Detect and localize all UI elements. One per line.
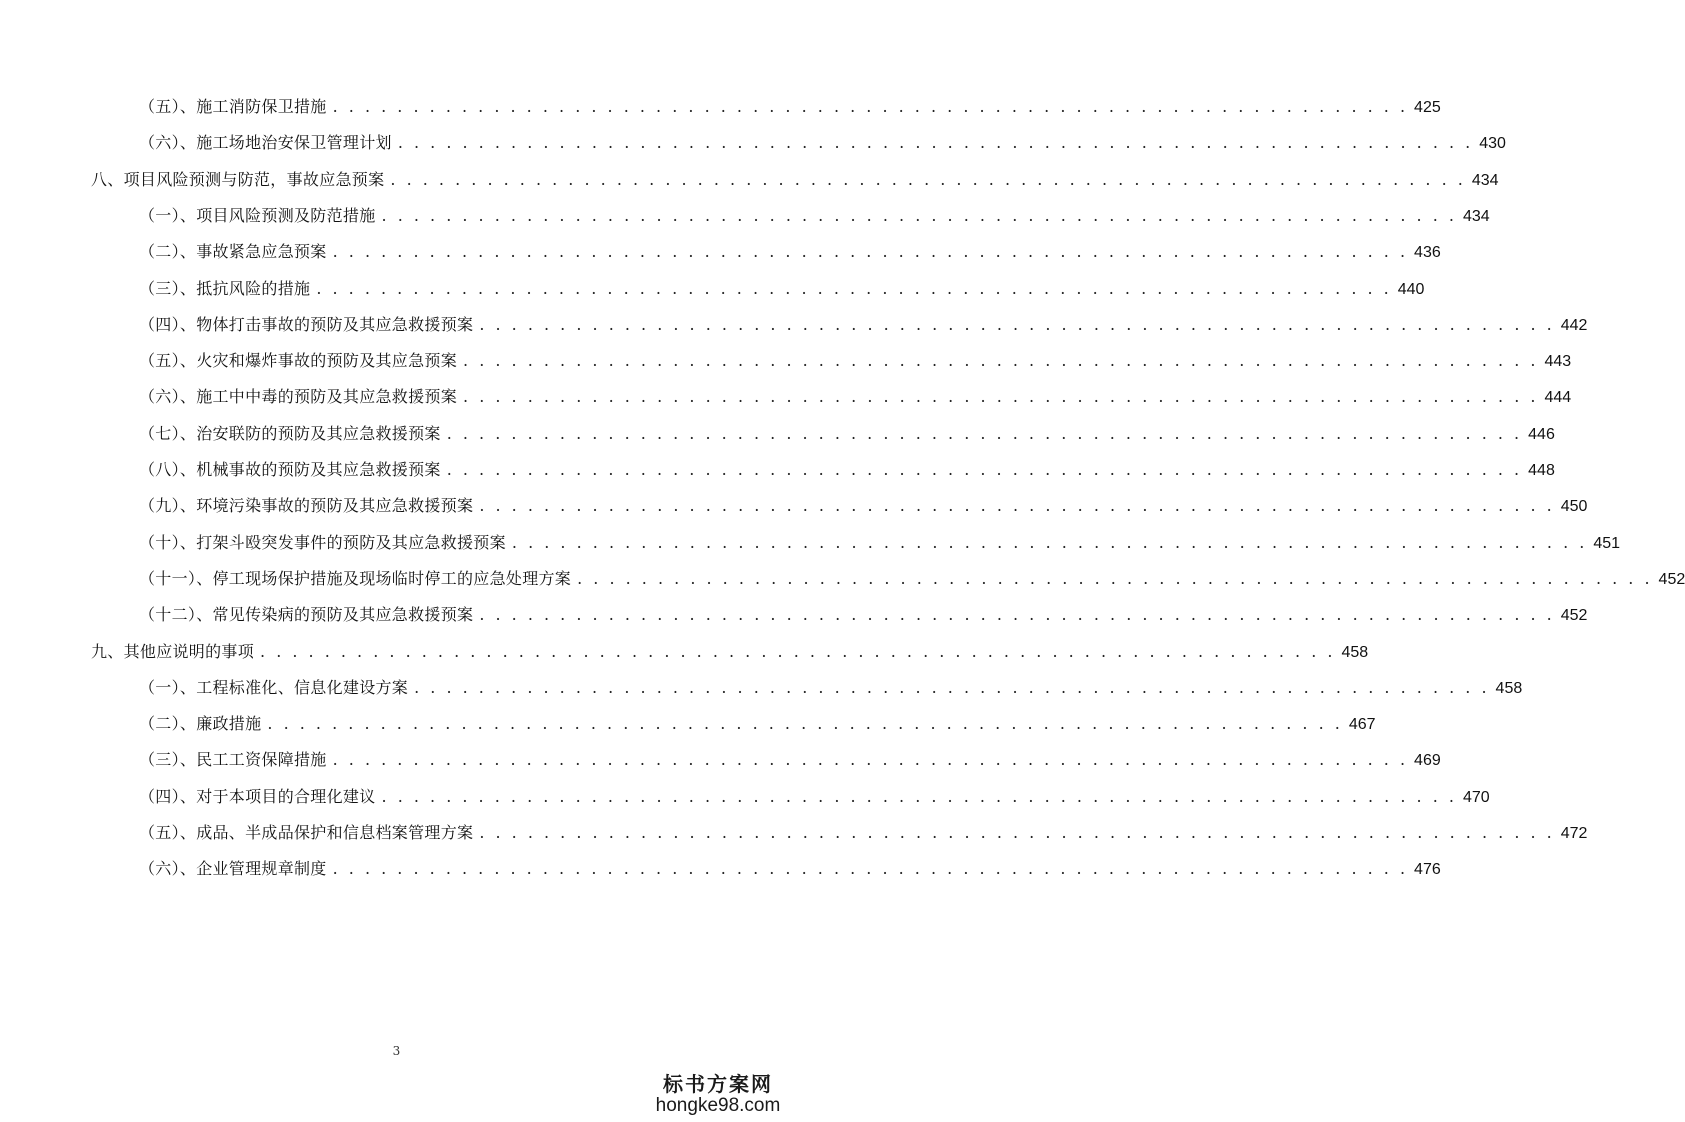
toc-leader-dots: . . . . . . . . . . . . . . . . . . . . . . . . . . . . . . . . . . . . . . . . . . . . . . . . . . . . . . . . . . . . . . . . . . . <box>479 314 1555 334</box>
toc-entry-page: 440 <box>1397 280 1425 298</box>
toc-entry[interactable] <box>139 532 1621 554</box>
toc-entry-label: （一）、工程标准化、信息化建设方案 <box>139 677 409 697</box>
toc-leader-dots: . . . . . . . . . . . . . . . . . . . . . . . . . . . . . . . . . . . . . . . . . . . . . . . . . . . . . . . . . . . . . . . . . . . <box>479 496 1555 516</box>
toc-entry[interactable] <box>139 858 1441 880</box>
toc-leader-dots: . . . . . . . . . . . . . . . . . . . . . . . . . . . . . . . . . . . . . . . . . . . . . . . . . . . . . . . . . . . . . . . . . . . <box>332 242 1409 262</box>
toc-entry-label: （四）、对于本项目的合理化建议 <box>139 786 376 806</box>
toc-entry-label: （六）、施工中中毒的预防及其应急救援预案 <box>139 387 458 407</box>
toc-entry-page: 434 <box>1462 207 1490 225</box>
toc-entry-page: 448 <box>1528 462 1555 479</box>
toc-entry[interactable] <box>139 749 1441 771</box>
toc-entry-page: 472 <box>1560 825 1588 842</box>
toc-leader-dots: . . . . . . . . . . . . . . . . . . . . . . . . . . . . . . . . . . . . . . . . . . . . . . . . . . . . . . . . . . . . . . . . . . . <box>511 532 1588 552</box>
toc-entry-label: （五）、施工消防保卫措施 <box>139 97 327 116</box>
toc-entry[interactable] <box>139 423 1555 445</box>
toc-entry-page: 450 <box>1560 498 1588 516</box>
toc-entry-page: 425 <box>1414 99 1441 116</box>
toc-leader-dots: . . . . . . . . . . . . . . . . . . . . . . . . . . . . . . . . . . . . . . . . . . . . . . . . . . . . . . . . . . . . . . . . . . . <box>332 750 1409 770</box>
toc-entry-page: 470 <box>1462 788 1490 806</box>
toc-leader-dots: . . . . . . . . . . . . . . . . . . . . . . . . . . . . . . . . . . . . . . . . . . . . . . . . . . . . . . . . . . . . . . . . . . . <box>332 97 1409 116</box>
toc-leader-dots: . . . . . . . . . . . . . . . . . . . . . . . . . . . . . . . . . . . . . . . . . . . . . . . . . . . . . . . . . . . . . . . . . . . <box>316 278 1392 298</box>
toc-entry-label: （九）、环境污染事故的预防及其应急救援预案 <box>139 496 474 516</box>
toc-entry-page: 443 <box>1544 353 1572 371</box>
toc-leader-dots: . . . . . . . . . . . . . . . . . . . . . . . . . . . . . . . . . . . . . . . . . . . . . . . . . . . . . . . . . . . . . . . . . . . <box>479 823 1555 842</box>
toc-entry[interactable] <box>139 314 1588 336</box>
toc-entry[interactable] <box>139 786 1490 808</box>
toc-leader-dots: . . . . . . . . . . . . . . . . . . . . . . . . . . . . . . . . . . . . . . . . . . . . . . . . . . . . . . . . . . . . . . . . . . . <box>577 568 1653 588</box>
toc-leader-dots: . . . . . . . . . . . . . . . . . . . . . . . . . . . . . . . . . . . . . . . . . . . . . . . . . . . . . . . . . . . . . . . . . . . <box>381 786 1457 806</box>
toc-entry-label: （一）、项目风险预测及防范措施 <box>139 205 376 225</box>
toc-entry-label: （六）、施工场地治安保卫管理计划 <box>139 133 392 153</box>
toc-leader-dots: . . . . . . . . . . . . . . . . . . . . . . . . . . . . . . . . . . . . . . . . . . . . . . . . . . . . . . . . . . . . . . . . . . . <box>332 859 1409 879</box>
toc-entry-page: 430 <box>1479 135 1506 153</box>
toc-entry[interactable] <box>139 822 1588 844</box>
toc-entry[interactable] <box>139 205 1490 227</box>
toc-leader-dots: . . . . . . . . . . . . . . . . . . . . . . . . . . . . . . . . . . . . . . . . . . . . . . . . . . . . . . . . . . . . . . . . . . . <box>479 605 1555 625</box>
toc-leader-dots: . . . . . . . . . . . . . . . . . . . . . . . . . . . . . . . . . . . . . . . . . . . . . . . . . . . . . . . . . . . . . . . . . . . <box>463 387 1539 407</box>
toc-entry-page: 444 <box>1544 389 1572 407</box>
toc-entry[interactable] <box>139 495 1588 517</box>
toc-entry-label: （三）、民工工资保障措施 <box>139 750 327 770</box>
toc-leader-dots: . . . . . . . . . . . . . . . . . . . . . . . . . . . . . . . . . . . . . . . . . . . . . . . . . . . . . . . . . . . . . . . . . . . <box>397 133 1474 153</box>
toc-leader-dots: . . . . . . . . . . . . . . . . . . . . . . . . . . . . . . . . . . . . . . . . . . . . . . . . . . . . . . . . . . . . . . . . . . . <box>446 423 1523 443</box>
toc-entry-label: 九、其他应说明的事项 <box>91 641 255 661</box>
toc-entry[interactable] <box>139 604 1588 626</box>
toc-entry-page: 469 <box>1414 752 1441 770</box>
watermark-title: 标书方案网 <box>663 1072 773 1096</box>
toc-entry-label: （三）、抵抗风险的措施 <box>139 278 311 298</box>
toc-entry-page: 446 <box>1528 425 1555 443</box>
toc-entry-label: （五）、火灾和爆炸事故的预防及其应急预案 <box>139 351 458 371</box>
toc-entry-label: （六）、企业管理规章制度 <box>139 859 327 879</box>
watermark-url: hongke98.com <box>655 1095 781 1116</box>
toc-entry-page: 452 <box>1658 570 1685 588</box>
toc-entry[interactable] <box>139 568 1685 590</box>
toc-entry[interactable] <box>139 278 1425 300</box>
toc-entry[interactable] <box>91 641 1369 663</box>
toc-entry-label: （八）、机械事故的预防及其应急救援预案 <box>139 460 441 479</box>
toc-entry-page: 458 <box>1495 679 1523 697</box>
toc-entry-label: （二）、廉政措施 <box>139 714 262 734</box>
toc-leader-dots: . . . . . . . . . . . . . . . . . . . . . . . . . . . . . . . . . . . . . . . . . . . . . . . . . . . . . . . . . . . . . . . . . . . <box>414 677 1490 697</box>
watermark-logo <box>653 1068 783 1117</box>
toc-entry-label: （五）、成品、半成品保护和信息档案管理方案 <box>139 823 474 842</box>
toc-entry-label: （七）、治安联防的预防及其应急救援预案 <box>139 423 441 443</box>
toc-entry[interactable] <box>139 241 1441 263</box>
toc-entry-page: 451 <box>1593 534 1621 552</box>
toc-entry-page: 467 <box>1348 716 1376 734</box>
toc-leader-dots: . . . . . . . . . . . . . . . . . . . . . . . . . . . . . . . . . . . . . . . . . . . . . . . . . . . . . . . . . . . . . . . . . . . <box>446 460 1523 479</box>
toc-entry-page: 434 <box>1471 171 1499 189</box>
toc-leader-dots: . . . . . . . . . . . . . . . . . . . . . . . . . . . . . . . . . . . . . . . . . . . . . . . . . . . . . . . . . . . . . . . . . . . <box>463 351 1539 371</box>
toc-entry[interactable] <box>139 677 1523 699</box>
toc-entry-label: 八、项目风险预测与防范，事故应急预案 <box>91 169 385 189</box>
toc-entry-page: 458 <box>1341 643 1369 661</box>
toc-entry-page: 436 <box>1414 244 1441 262</box>
toc-leader-dots: . . . . . . . . . . . . . . . . . . . . . . . . . . . . . . . . . . . . . . . . . . . . . . . . . . . . . . . . . . . . . . . . . . . <box>267 714 1343 734</box>
toc-entry[interactable] <box>139 350 1572 372</box>
toc-entry-label: （四）、物体打击事故的预防及其应急救援预案 <box>139 314 474 334</box>
toc-entry[interactable] <box>91 169 1499 191</box>
toc-entry[interactable] <box>139 713 1376 735</box>
toc-leader-dots: . . . . . . . . . . . . . . . . . . . . . . . . . . . . . . . . . . . . . . . . . . . . . . . . . . . . . . . . . . . . . . . . . . . <box>381 205 1457 225</box>
toc-entry-label: （十二）、常见传染病的预防及其应急救援预案 <box>139 605 474 625</box>
page-number: 3 <box>392 1044 401 1058</box>
toc-entry[interactable] <box>139 96 1441 118</box>
toc-entry-page: 476 <box>1414 861 1441 879</box>
toc-entry-page: 442 <box>1560 316 1588 334</box>
toc-entry[interactable] <box>139 132 1506 154</box>
toc-leader-dots: . . . . . . . . . . . . . . . . . . . . . . . . . . . . . . . . . . . . . . . . . . . . . . . . . . . . . . . . . . . . . . . . . . . <box>390 169 1466 189</box>
toc-entry[interactable] <box>139 459 1555 481</box>
toc-entry-label: （十）、打架斗殴突发事件的预防及其应急救援预案 <box>139 532 506 552</box>
toc-entry-page: 452 <box>1560 607 1588 625</box>
toc-entry[interactable] <box>139 386 1572 408</box>
toc-leader-dots: . . . . . . . . . . . . . . . . . . . . . . . . . . . . . . . . . . . . . . . . . . . . . . . . . . . . . . . . . . . . . . . . . . . <box>260 641 1336 661</box>
toc-entry-label: （二）、事故紧急应急预案 <box>139 242 327 262</box>
toc-entry-label: （十一）、停工现场保护措施及现场临时停工的应急处理方案 <box>139 568 572 588</box>
